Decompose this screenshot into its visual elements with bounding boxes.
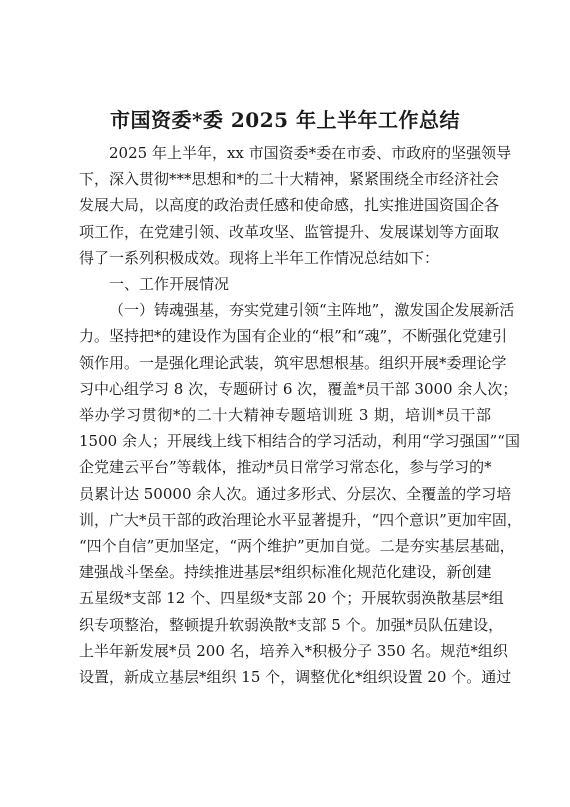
section-heading: 一、工作开展情况 — [109, 275, 230, 294]
body-line: 力。坚持把*的建设作为国有企业的“根”和“魂”，不断强化党建引 — [79, 327, 508, 346]
body-line: 五星级*支部 12 个、四星级*支部 20 个；开展软弱涣散基层*组 — [79, 589, 504, 608]
body-line: 2025 年上半年，xx 市国资委*委在市委、市政府的坚强领导 — [109, 144, 512, 162]
body-line: 训，广大*员干部的政治理论水平显著提升，“四个意识”更加牢固， — [79, 510, 522, 529]
body-line: 企党建云平台”等载体，推动*员日常学习常态化，参与学习的* — [79, 458, 492, 477]
body-line: 举办学习贯彻*的二十大精神专题培训班 3 期，培训*员干部 — [79, 406, 491, 425]
body-line: 习中心组学习 8 次，专题研讨 6 次，覆盖*员干部 3000 余人次； — [79, 379, 518, 398]
body-line: 得了一系列积极成效。现将上半年工作情况总结如下： — [79, 248, 440, 267]
body-line: （一）铸魂强基，夯实党建引领“主阵地”，激发国企发展新活 — [109, 301, 515, 320]
body-line: 员累计达 50000 余人次。通过多形式、分层次、全覆盖的学习培 — [79, 484, 512, 503]
body-line: 设置，新成立基层*组织 15 个，调整优化*组织设置 20 个。通过 — [79, 668, 512, 687]
body-line: “四个自信”更加坚定，“两个维护”更加自觉。二是夯实基层基础， — [79, 537, 515, 556]
document-title: 市国资委*委 2025 年上半年工作总结 — [109, 108, 461, 132]
body-line: 上半年新发展*员 200 名，培养入*积极分子 350 名。规范*组织 — [79, 641, 508, 660]
body-line: 项工作，在党建引领、改革攻坚、监管提升、发展谋划等方面取 — [79, 222, 500, 241]
body-line: 领作用。一是强化理论武装，筑牢思想根基。组织开展*委理论学 — [79, 353, 507, 372]
body-line: 1500 余人；开展线上线下相结合的学习活动，利用“学习强国”“国 — [79, 432, 520, 451]
document-body — [79, 140, 522, 690]
body-line: 建强战斗堡垒。持续推进基层*组织标准化规范化建设，新创建 — [79, 563, 492, 582]
body-line: 发展大局，以高度的政治责任感和使命感，扎实推进国资国企各 — [79, 196, 500, 215]
body-line: 织专项整治，整顿提升软弱涣散*支部 5 个。加强*员队伍建设， — [79, 615, 504, 634]
body-line: 下，深入贯彻***思想和*的二十大精神，紧紧围绕全市经济社会 — [79, 170, 500, 189]
